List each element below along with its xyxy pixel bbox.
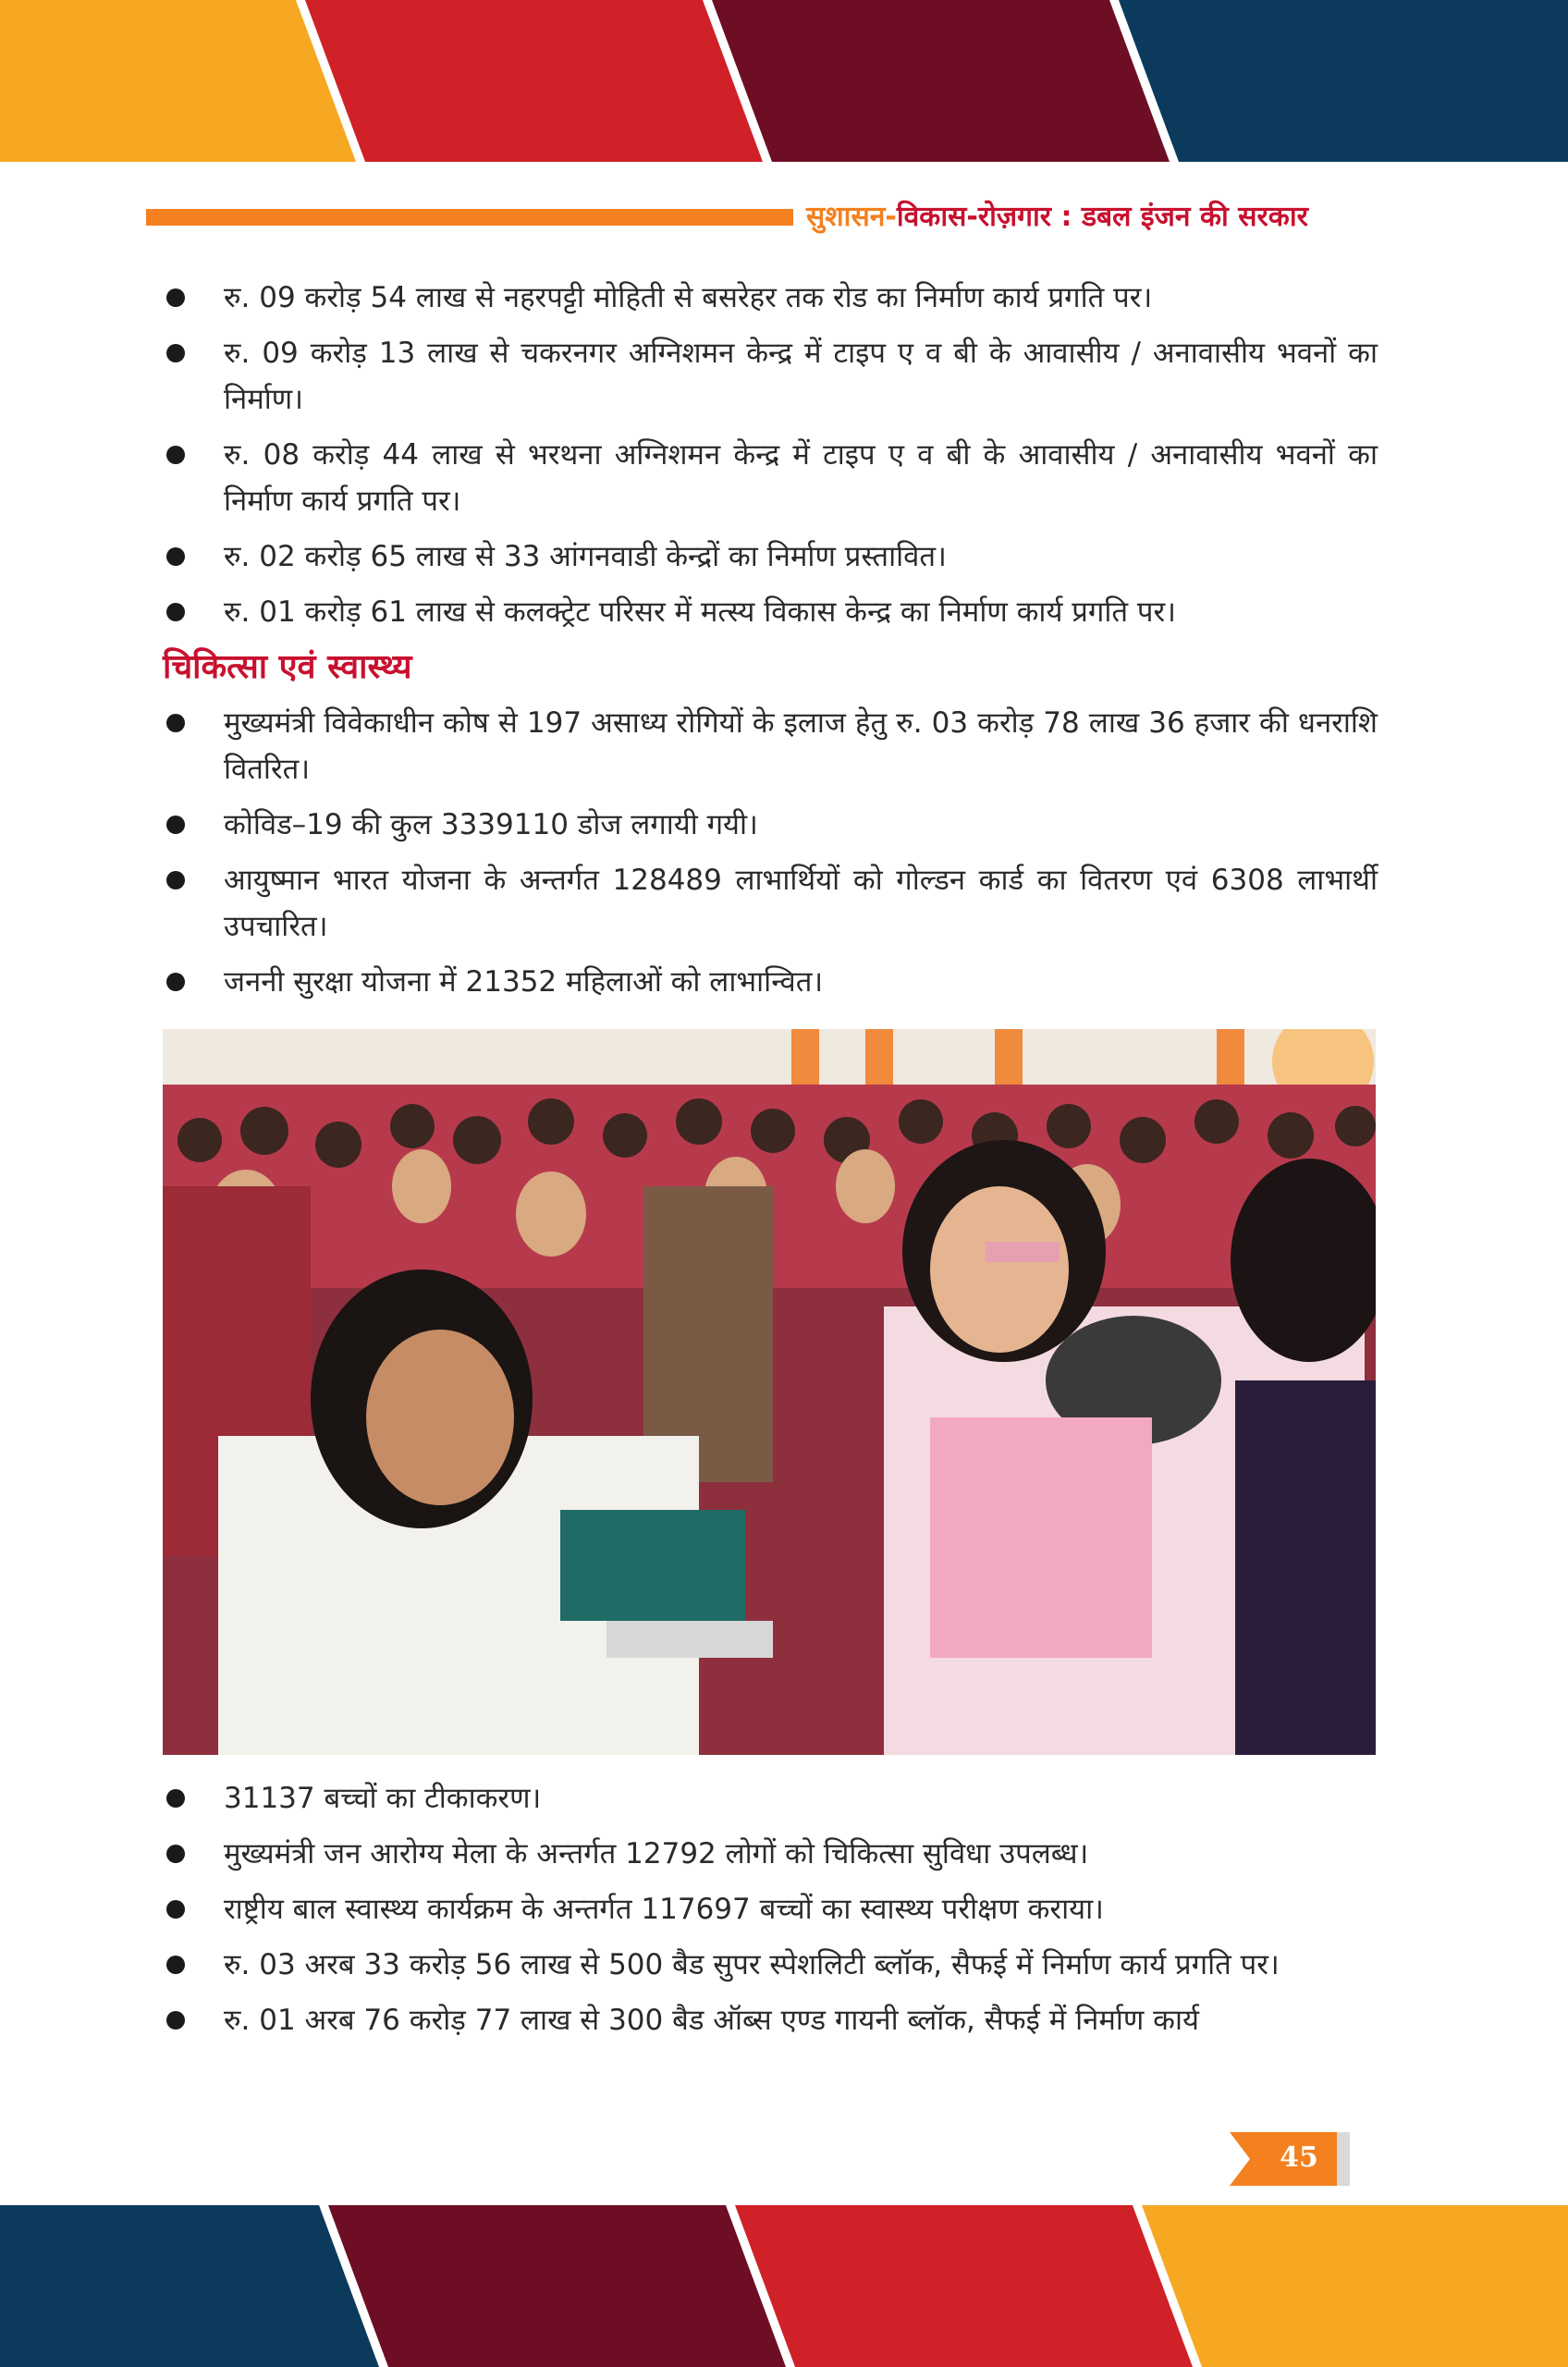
bullet-icon [166, 1900, 185, 1919]
list-item [166, 802, 1378, 848]
top-color-band [0, 0, 1568, 162]
bullet-icon [166, 2011, 185, 2030]
list-item-text: रु. 01 अरब 76 करोड़ 77 लाख से 300 बैड ऑब्स एण्ड गायनी ब्लॉक, सैफई में निर्माण कार्य [224, 2004, 1199, 2037]
list-item [166, 1886, 1378, 1932]
bullet-icon [166, 288, 185, 307]
list-item-text: रु. 01 करोड़ 61 लाख से कलक्ट्रेट परिसर में मत्स्य विकास केन्द्र का निर्माण कार्य प्रगति पर। [224, 595, 1176, 629]
list-item [166, 1831, 1378, 1877]
list-item-text: कोविड–19 की कुल 3339110 डोज लगायी गयी। [224, 808, 758, 841]
bullet-icon [166, 714, 185, 732]
list-item-text: रु. 02 करोड़ 65 लाख से 33 आंगनवाडी केन्द्रों का निर्माण प्रस्तावित। [224, 540, 947, 573]
bullet-icon [166, 446, 185, 464]
health-bullet-list [166, 700, 1378, 1014]
list-item-text: 31137 बच्चों का टीकाकरण। [224, 1782, 542, 1815]
header-title-part3: -रोज़गार : डबल इंजन की सरकार [966, 201, 1308, 233]
bullet-icon [166, 603, 185, 621]
bullet-icon [166, 344, 185, 362]
bullet-icon [166, 547, 185, 566]
list-item-text: राष्ट्रीय बाल स्वास्थ्य कार्यक्रम के अन्तर्गत 117697 बच्चों का स्वास्थ्य परीक्षण कराया। [224, 1893, 1104, 1926]
bullet-icon [166, 816, 185, 834]
bullet-icon [166, 973, 185, 991]
page-number: 45 [1280, 2141, 1318, 2174]
header-accent-bar [146, 209, 793, 226]
list-item-text: आयुष्मान भारत योजना के अन्तर्गत 128489 लाभार्थियों को गोल्डन कार्ड का वितरण एवं 6308 लाभार्थी उपचारित। [224, 864, 1378, 943]
list-item [166, 857, 1378, 950]
list-item [166, 959, 1378, 1005]
list-item [166, 275, 1378, 321]
list-item [166, 330, 1378, 423]
bullet-icon [166, 871, 185, 889]
list-item-text: रु. 08 करोड़ 44 लाख से भरथना अग्निशमन केन्द्र में टाइप ए व बी के आवासीय / अनावासीय भवनों का निर्माण कार्य प्रगति पर। [224, 438, 1378, 518]
header-title-part2: विकास [896, 201, 967, 233]
list-item-text: जननी सुरक्षा योजना में 21352 महिलाओं को लाभान्वित। [224, 965, 824, 999]
list-item-text: मुख्यमंत्री विवेकाधीन कोष से 197 असाध्य रोगियों के इलाज हेतु रु. 03 करोड़ 78 लाख 36 हजार की धनराशि वितरित। [224, 706, 1378, 786]
list-item-text: रु. 09 करोड़ 54 लाख से नहरपट्टी मोहिती से बसरेहर तक रोड का निर्माण कार्य प्रगति पर। [224, 281, 1153, 314]
list-item-text: रु. 03 अरब 33 करोड़ 56 लाख से 500 बैड सुपर स्पेशलिटी ब्लॉक, सैफई में निर्माण कार्य प्रगति पर। [224, 1948, 1280, 1981]
list-item [166, 1775, 1378, 1821]
bullet-icon [166, 1845, 185, 1863]
list-item [166, 1997, 1378, 2043]
event-photo [163, 1029, 1376, 1755]
list-item [166, 700, 1378, 792]
list-item-text: मुख्यमंत्री जन आरोग्य मेला के अन्तर्गत 12792 लोगों को चिकित्सा सुविधा उपलब्ध। [224, 1837, 1089, 1870]
list-item-text: रु. 09 करोड़ 13 लाख से चकरनगर अग्निशमन केन्द्र में टाइप ए व बी के आवासीय / अनावासीय भवनों का निर्माण। [224, 337, 1378, 416]
section-heading-health: चिकित्सा एवं स्वास्थ्य [163, 648, 412, 686]
list-item [166, 1942, 1378, 1988]
bullet-icon [166, 1956, 185, 1974]
bottom-color-band [0, 2205, 1568, 2367]
infrastructure-bullet-list [166, 275, 1378, 644]
list-item [166, 589, 1378, 635]
list-item [166, 533, 1378, 580]
header-title-part1: सुशासन- [806, 201, 897, 233]
bullet-icon [166, 1789, 185, 1808]
health-bullet-list-continued [166, 1775, 1378, 2053]
running-header-title [806, 196, 1361, 234]
list-item [166, 432, 1378, 524]
